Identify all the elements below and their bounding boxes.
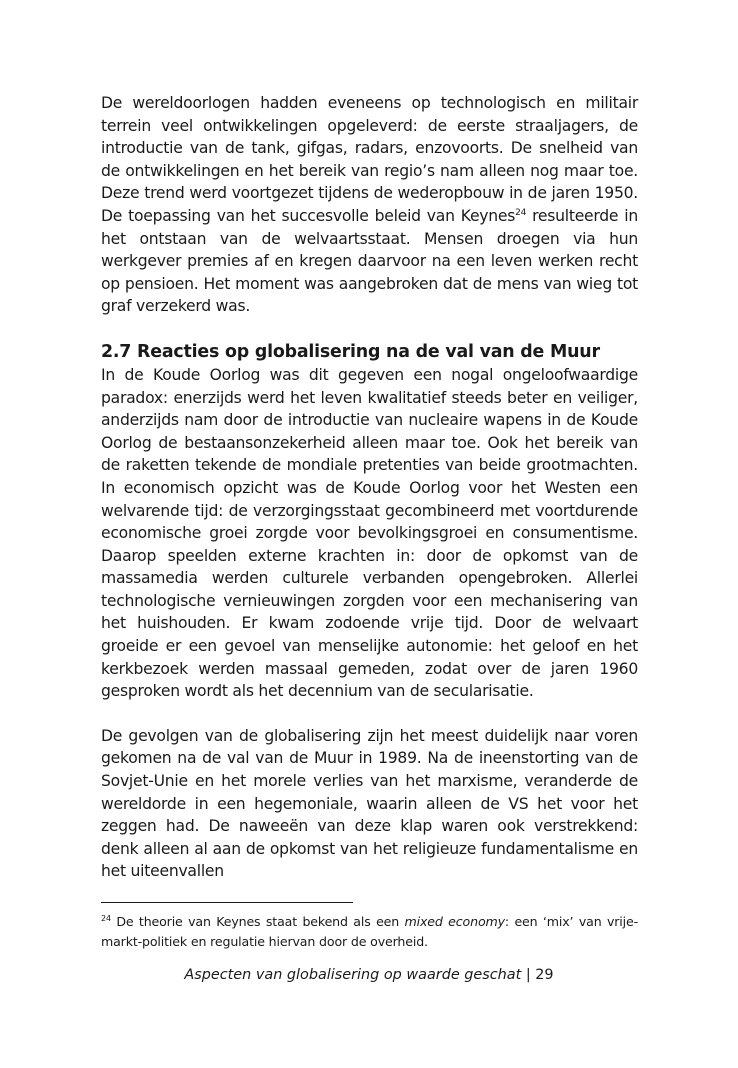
body-paragraph-3: De gevolgen van de globalisering zijn het meest duidelijk naar voren gekomen na de val van de Muur in 1989. Na de ineenstorting van de Sovjet-Unie en het morele verlies van het marxisme, veranderde de wereldorde in een hegemoniale, waarin alleen de VS het voor het zeggen had. De naweeën van deze klap waren ook verstrekkend: denk alleen al aan de opkomst van het religieuze fundamentalisme en het uiteenvallen xyxy=(101,726,638,881)
page-footer xyxy=(0,965,738,985)
body-paragraph-1 xyxy=(101,92,638,318)
paragraph-1-text-end: resulteerde in het ontstaan van de welvaartsstaat. Mensen droegen via hun werkgever premies af en kregen daarvoor na een leven werken recht op pensioen. Het moment was aangebroken dat de mens van wieg tot graf verzekerd was. xyxy=(101,206,639,316)
footer-separator: | xyxy=(521,967,536,983)
page-number: 29 xyxy=(535,967,554,983)
section-heading: 2.7 Reacties op globalisering na de val van de Muur xyxy=(101,341,600,362)
footnote-divider xyxy=(101,902,353,903)
body-paragraph-2: In de Koude Oorlog was dit gegeven een nogal ongeloofwaardige paradox: enerzijds werd het leven kwalitatief steeds beter en veiliger, anderzijds nam door de introductie van nucleaire wapens in de Koude Oorlog de bestaansonzekerheid alleen maar toe. Ook het bereik van de raketten tekende de mondiale pretenties van beide grootmachten. In economisch opzicht was de Koude Oorlog voor het Westen een welvarende tijd: de verzorgingsstaat gecombineerd met voortdurende economische groei zorgde voor bevolkingsgroei en consumentisme. Daarop speelden externe krachten in: door de opkomst van de massamedia werden culturele verbanden opengebroken. Allerlei technologische vernieuwingen zorgden voor een mechanisering van het huishouden. Er kwam zodoende vrije tijd. Door de welvaart groeide er een gevoel van menselijke autonomie: het geloof en het kerkbezoek werden massaal gemeden, zodat over de jaren 1960 gesproken wordt als het decennium van de secularisatie. xyxy=(101,365,638,701)
footnote-text-end: : een ‘mix’ van vrije-markt-politiek en regulatie hiervan door de overheid. xyxy=(101,914,638,949)
paragraph-1-text-start: De wereldoorlogen hadden eveneens op technologisch en militair terrein veel ontwikkelingen opgeleverd: de eerste straaljagers, de introductie van de tank, gifgas, radars, enzovoorts. De snelheid van de ontwikkelingen en het bereik van regio’s nam alleen nog maar toe. Deze trend werd voortgezet tijdens de wederopbouw in de jaren 1950. De toepassing van het succesvolle beleid van Keynes xyxy=(101,94,638,225)
footnote-emphasis: mixed economy xyxy=(404,914,505,929)
running-title: Aspecten van globalisering op waarde geschat xyxy=(184,967,522,983)
page-body xyxy=(101,92,638,883)
footnote xyxy=(101,912,638,951)
footnote-reference[interactable]: 24 xyxy=(515,207,527,218)
footnote-text-start: De theorie van Keynes staat bekend als een xyxy=(110,914,405,929)
footnote-number: 24 xyxy=(101,914,111,923)
